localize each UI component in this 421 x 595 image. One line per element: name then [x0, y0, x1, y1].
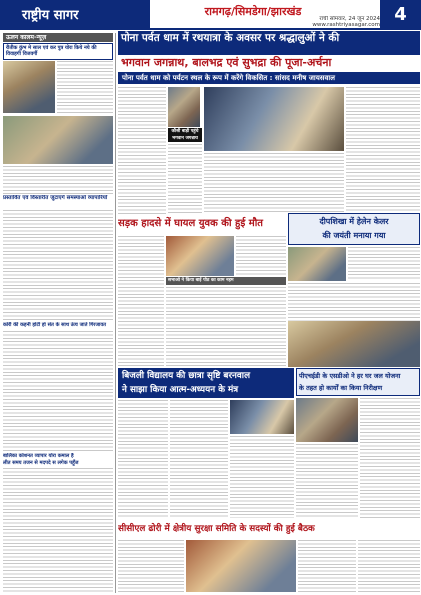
accident-text-col-2: [236, 236, 286, 276]
lead-text-col-1: [118, 87, 166, 215]
left-photo-portrait: [3, 61, 55, 113]
inspection-headline: [296, 368, 420, 396]
inspection-photo: [296, 398, 358, 442]
left-bottom-head-1: बालिका कोशनत व्यापार योरा कमाल है: [3, 453, 74, 459]
lead-photo-caption-2: भगवान जगन्नाथ: [172, 136, 198, 141]
page-number: 4: [380, 0, 421, 28]
lead-subhead: पोना पर्वत धाम को पर्यटन स्थल के रूप में करेंगे विकसित : सांसद मनीष जायसवाल: [118, 72, 420, 84]
inspection-headline-1: पीएचईडी के एसडीओ ने हर घर जल योजना: [299, 372, 401, 380]
inspection-text-col-1: [296, 444, 358, 518]
left-text-block-5: [3, 468, 113, 592]
lead-photo-caption: [168, 128, 202, 142]
inspection-headline-2: के तहत हो कार्यों का किया निरीक्षण: [299, 384, 383, 392]
left-column-header: ऊलन कालम-न्यूज़: [3, 33, 113, 42]
ccl-photo: [186, 540, 296, 592]
school-text-col-1: [118, 400, 168, 518]
accident-headline: सड़क हादसे में घायल युवक की हुई मौत: [118, 218, 263, 229]
deepshikha-text-col-1: [348, 247, 420, 281]
deepshikha-photo-2: [288, 321, 420, 367]
masthead-website: www.rashtriyasagar.com: [312, 22, 380, 28]
masthead-city: रांची: [319, 16, 328, 22]
left-bottom-head-2: लीत समय तजन से मदपदे स लगेक पहूँज: [3, 460, 79, 466]
deepshikha-photo: [288, 247, 346, 281]
left-mid-head: कोरी की कहनी होटी हो संत के साथ ऊंच जाते गिरजावत: [3, 322, 106, 328]
school-text-col-2: [170, 400, 228, 518]
lead-photo-small: [168, 87, 200, 127]
ccl-headline: सीसीएल ढोरी में क्षेत्रीय सुरक्षा समिति के सदस्यों की हुई बैठक: [118, 524, 315, 534]
masthead-date-line: सोमवार, 24 जून 2024: [329, 16, 380, 22]
left-text-block-1: [57, 61, 113, 113]
school-headline-1: बिजली विद्यालय की छात्रा सृष्टि बरनवाल: [122, 371, 251, 381]
school-photo: [230, 400, 294, 434]
lead-headline-line-2: भगवान जगन्नाथ, बालभद्र एवं सुभद्रा की पूजा-अर्चना: [121, 56, 332, 69]
deepshikha-headline-2: की जयंती मनाया गया: [322, 231, 386, 240]
inspection-text-col-2: [360, 398, 420, 518]
school-headline: [118, 368, 294, 398]
school-headline-2: ने साझा किया आत्म-अध्ययन के मंत्र: [122, 385, 239, 395]
left-bottom-head: [3, 453, 113, 467]
left-article-head: प्रस्तावित एवं विस्तारीत जुटाएंगे समस्याओं व्यापारियों: [3, 195, 108, 201]
accident-photo-caption: सभाओ ने किया बाई पोठ का काम नहम: [166, 277, 286, 285]
accident-photo: [166, 236, 234, 276]
accident-text-col-1: [118, 236, 164, 368]
lead-text-col-2: [168, 144, 202, 214]
masthead-date: [272, 16, 380, 28]
ccl-text-col-3: [358, 540, 420, 592]
lead-headline-line-1: पोना पर्वत धाम में रथयात्रा के अवसर पर श्रद्धालुओं ने की: [118, 31, 420, 55]
deepshikha-text-col-2: [288, 283, 420, 321]
school-text-col-3: [230, 436, 294, 518]
left-box-title: रीतीक कुंभ मे साल एवं कर पुत्र योरा किये नये की विवाहगी विजवर्गी: [3, 43, 113, 60]
left-photo-group: [3, 116, 113, 164]
left-text-block-3: [3, 210, 113, 320]
column-divider: [115, 33, 116, 593]
lead-photo-caption-1: कौसी बाड़ी पहुंचे: [171, 129, 199, 134]
masthead-paper-name: राष्ट्रीय सागर: [0, 0, 150, 28]
lead-text-col-3: [204, 153, 344, 213]
deepshikha-headline-1: दीपशिखा में हेलेन केलर: [319, 217, 389, 226]
masthead-rule: [0, 28, 421, 30]
lead-text-col-4: [346, 87, 420, 213]
left-text-block-2: [3, 166, 113, 194]
lead-photo-main: [204, 87, 344, 151]
ccl-text-col-1: [118, 540, 184, 592]
ccl-text-col-2: [298, 540, 356, 592]
left-text-block-4: [3, 331, 113, 451]
deepshikha-headline: [288, 213, 420, 245]
accident-text-col-3: [166, 287, 286, 367]
masthead-region: रामगढ़/सिमडेगा/झारखंड: [150, 0, 356, 22]
